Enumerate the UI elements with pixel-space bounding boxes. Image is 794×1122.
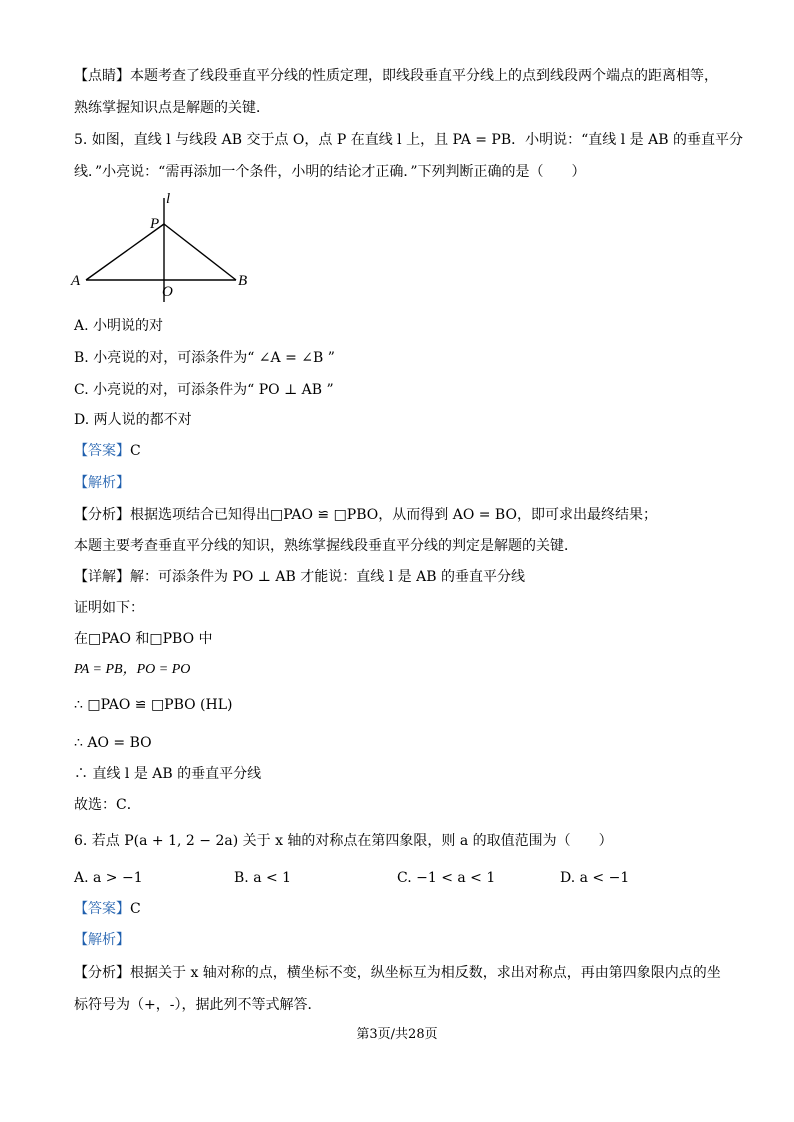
jiexi-5: 【解析】	[74, 475, 130, 491]
proof-line-5: ∴ AO = BO	[74, 735, 152, 751]
proof-line-1: 证明如下：	[74, 600, 144, 616]
geometry-figure	[66, 190, 266, 305]
page-footer: 第3页/共28页	[356, 1027, 438, 1042]
fenxi-6: 【分析】根据关于 x 轴对称的点，横坐标不变，纵坐标互为相反数，求出对称点，再由第四象限内点的坐	[74, 965, 721, 981]
q6-option-d: D. a < −1	[560, 870, 630, 886]
proof-line-7: 故选：C．	[74, 797, 141, 813]
answer-5: 【答案】C	[74, 443, 141, 459]
segment-pb	[164, 224, 236, 280]
question-6: 6. 若点 P(a + 1, 2 − 2a) 关于 x 轴的对称点在第四象限，则 a 的取值范围为（ ）	[74, 833, 613, 849]
dianjing-line-1: 【点睛】本题考查了线段垂直平分线的性质定理，即线段垂直平分线上的点到线段两个端点的距离相等，	[74, 68, 718, 84]
answer-6: 【答案】C	[74, 901, 141, 917]
label-a: A	[71, 273, 81, 289]
question-5-line-2: 线．”小亮说：“需再添加一个条件，小明的结论才正确．”下列判断正确的是（ ）	[74, 164, 586, 180]
fenxi-5: 【分析】根据选项结合已知得出□PAO ≌ □PBO，从而得到 AO = BO，即可求出最终结果；	[74, 507, 657, 523]
jiexi-6: 【解析】	[74, 932, 130, 948]
proof-line-2: 在□PAO 和□PBO 中	[74, 631, 213, 647]
fenxi-5-line-2: 本题主要考查垂直平分线的知识，熟练掌握线段垂直平分线的判定是解题的关键．	[74, 538, 578, 554]
q6-option-b: B. a < 1	[234, 870, 292, 886]
xiangjie-5: 【详解】解：可添条件为 PO ⊥ AB 才能说：直线 l 是 AB 的垂直平分线	[74, 569, 525, 585]
option-a: A. 小明说的对	[74, 318, 164, 334]
option-b: B. 小亮说的对，可添条件为“ ∠A = ∠B ”	[74, 350, 335, 366]
proof-line-4: ∴ □PAO ≌ □PBO (HL)	[74, 697, 233, 713]
dianjing-line-2: 熟练掌握知识点是解题的关键．	[74, 100, 270, 116]
question-5-line-1: 5. 如图，直线 l 与线段 AB 交于点 O，点 P 在直线 l 上，且 PA = PB．小明说：“直线 l 是 AB 的垂直平分	[74, 132, 743, 148]
proof-line-3: PA = PB，PO = PO	[74, 662, 191, 677]
label-l: l	[166, 191, 171, 207]
q6-option-c: C. −1 < a < 1	[397, 870, 496, 886]
q6-option-a: A. a > −1	[74, 870, 143, 886]
label-p: P	[150, 216, 160, 232]
label-b: B	[238, 273, 248, 289]
label-o: O	[162, 284, 173, 300]
option-d: D. 两人说的都不对	[74, 412, 192, 428]
question-6-options	[74, 868, 724, 888]
segment-pa	[86, 224, 164, 280]
proof-line-6: ∴ 直线 l 是 AB 的垂直平分线	[74, 766, 262, 782]
option-c: C. 小亮说的对，可添条件为“ PO ⊥ AB ”	[74, 382, 334, 398]
fenxi-6-line-2: 标符号为（+，-），据此列不等式解答．	[74, 997, 322, 1013]
